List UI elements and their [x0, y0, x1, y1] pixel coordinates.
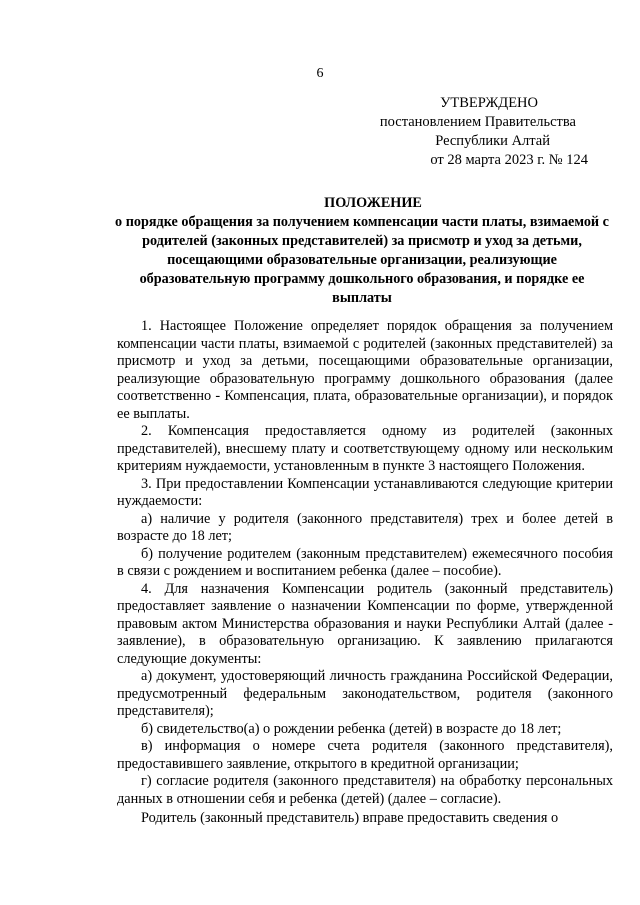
paragraph-1: 1. Настоящее Положение определяет порядок обращения за получением компенсации части платы, взимаемой с родителей (законных представителей) за присмотр и уход за детьми, посещающими образовательные организации, реализующие образовательную программу дошкольного образования (далее соответственно - Компенсация, плата, образовательные организации), и порядок ее выплаты.	[117, 318, 613, 422]
paragraph-4: 4. Для назначения Компенсации родитель (законный представитель) предоставляет заявление о назначении Компенсации по форме, утвержденной правовым актом Министерства образования и науки Республики Алтай (далее - заявление), в образовательную организацию. К заявлению прилагаются следующие документы:	[117, 580, 613, 667]
approval-line-1: постановлением Правительства	[379, 114, 576, 130]
paragraph-4d: г) согласие родителя (законного представителя) на обработку персональных данных в отношении себя и ребенка (детей) (далее – согласие).	[117, 773, 613, 807]
document-body	[117, 318, 613, 828]
paragraph-4a: а) документ, удостоверяющий личность гражданина Российской Федерации, предусмотренный федеральным законодательством, родителя (законного представителя);	[117, 668, 613, 719]
paragraph-3a: а) наличие у родителя (законного представителя) трех и более детей в возрасте до 18 лет;	[117, 510, 613, 544]
approval-line-3: от 28 марта 2023 г. № 124	[430, 152, 588, 168]
paragraph-2: 2. Компенсация предоставляется одному из родителей (законных представителей), внесшему плату и соответствующему одному или нескольким критериям нуждаемости, установленным в пункте 3 настоящего Положения.	[117, 423, 613, 474]
paragraph-continuation: Родитель (законный представитель) вправе предоставить сведения о	[141, 810, 559, 826]
paragraph-3b: б) получение родителем (законным представителем) ежемесячного пособия в связи с рождением и воспитанием ребенка (далее – пособие).	[117, 545, 613, 579]
paragraph-4c: в) информация о номере счета родителя (законного представителя), предоставившего заявление, открытого в кредитной организации;	[117, 738, 613, 772]
title-subtitle: о порядке обращения за получением компенсации части платы, взимаемой с родителей (законных представителей) за присмотр и уход за детьми, посещающими образовательные организации, реализующие образовательную программу дошкольного образования, и порядке ее выплаты	[115, 214, 609, 306]
title-caption: ПОЛОЖЕНИЕ	[324, 195, 422, 211]
document-title	[112, 194, 612, 308]
paragraph-4b: б) свидетельство(а) о рождении ребенка (детей) в возрасте до 18 лет;	[141, 720, 562, 737]
approval-line-2: Республики Алтай	[435, 133, 550, 149]
paragraph-3: 3. При предоставлении Компенсации устанавливаются следующие критерии нуждаемости:	[117, 475, 613, 509]
approval-stamp	[328, 94, 588, 170]
approval-heading: УТВЕРЖДЕНО	[440, 95, 538, 111]
page-number: 6	[316, 66, 324, 81]
